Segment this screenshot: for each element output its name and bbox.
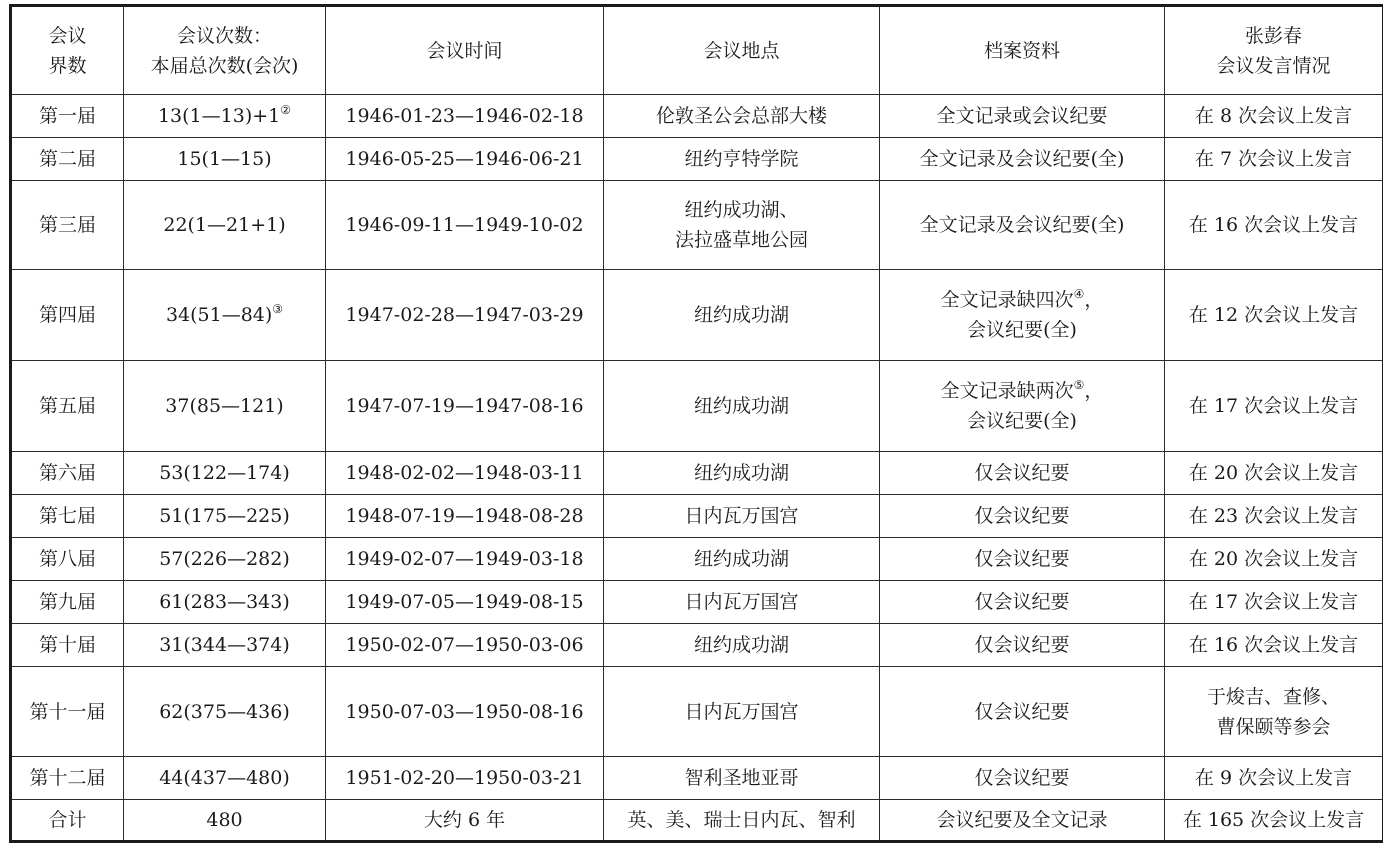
cell-speech [1165,667,1383,757]
cell-place [604,581,880,624]
cell-speech [1165,757,1383,800]
cell-time: 1951-02-20—1950-03-21 [326,757,604,800]
place-line: 日内瓦万国宫 [684,591,799,613]
table-row [11,538,1383,581]
speech-line: 于焌吉、查修、 [1206,685,1340,708]
cell-speech [1165,95,1383,138]
cell-session: 第九届 [11,581,124,624]
meetings-table [9,4,1383,843]
cell-count [124,95,326,138]
archive-line [884,697,1160,727]
cell-session: 合计 [11,800,124,842]
speech-line: 在 17 次会议上发言 [1188,591,1359,613]
cell-time: 1946-09-11—1949-10-02 [326,181,604,270]
header-count-line2: 本届总次数(会次) [150,54,299,77]
cell-speech [1165,181,1383,270]
cell-session: 第六届 [11,452,124,495]
cell-place [604,181,880,270]
header-count-line1: 会议次数： [176,24,272,47]
cell-archive [880,667,1165,757]
archive-text: 会议纪要(全) [967,410,1077,432]
cell-time: 1950-02-07—1950-03-06 [326,624,604,667]
footnote-marker: ⑤ [1073,378,1085,392]
cell-count [124,667,326,757]
archive-line [884,285,1160,315]
cell-time: 1948-02-02—1948-03-11 [326,452,604,495]
cell-session: 第十一届 [11,667,124,757]
count-text: 480 [206,809,243,831]
cell-archive [880,757,1165,800]
header-session-line2: 界数 [48,54,87,77]
cell-place [604,495,880,538]
archive-line [884,501,1160,531]
cell-time: 1946-01-23—1946-02-18 [326,95,604,138]
cell-count [124,624,326,667]
archive-line [884,805,1160,835]
cell-speech [1165,138,1383,181]
archive-text: 全文记录缺四次 [940,289,1074,311]
cell-count [124,538,326,581]
archive-text: 全文记录或会议纪要 [936,105,1108,127]
cell-time: 1948-07-19—1948-08-28 [326,495,604,538]
count-text: 31(344—374) [159,634,290,656]
place-line: 纽约亨特学院 [684,148,799,170]
header-archive: 档案资料 [880,6,1165,95]
place-line: 英、美、瑞士日内瓦、智利 [627,809,856,831]
cell-time: 1949-07-05—1949-08-15 [326,581,604,624]
cell-archive [880,95,1165,138]
footnote-marker: ② [280,103,292,117]
place-line: 纽约成功湖 [693,548,789,570]
cell-place [604,361,880,452]
footnote-marker: ④ [1073,287,1085,301]
comma: ， [1084,289,1104,311]
count-text: 53(122—174) [159,462,290,484]
cell-place [604,452,880,495]
cell-session: 第十二届 [11,757,124,800]
table-row [11,361,1383,452]
cell-session: 第四届 [11,270,124,361]
cell-time: 1949-02-07—1949-03-18 [326,538,604,581]
cell-speech [1165,361,1383,452]
cell-archive [880,138,1165,181]
cell-speech [1165,495,1383,538]
archive-line [884,587,1160,617]
table-row [11,757,1383,800]
archive-text: 仅会议纪要 [974,700,1070,723]
cell-time: 1950-07-03—1950-08-16 [326,667,604,757]
speech-line: 曹保颐等参会 [1216,715,1331,738]
speech-line: 在 20 次会议上发言 [1188,548,1359,570]
cell-place [604,538,880,581]
cell-place [604,624,880,667]
archive-text: 仅会议纪要 [974,591,1070,613]
archive-text: 仅会议纪要 [974,767,1070,789]
speech-line: 在 8 次会议上发言 [1194,105,1353,127]
cell-speech [1165,452,1383,495]
cell-place [604,757,880,800]
cell-count [124,800,326,842]
cell-archive [880,495,1165,538]
table-row [11,581,1383,624]
cell-count [124,452,326,495]
cell-session: 第五届 [11,361,124,452]
archive-line [884,544,1160,574]
cell-session: 第七届 [11,495,124,538]
cell-count [124,270,326,361]
header-speech-line1: 张彭春 [1244,24,1302,47]
header-place: 会议地点 [604,6,880,95]
header-session-line1: 会议 [48,24,87,47]
cell-count [124,361,326,452]
count-text: 37(85—121) [165,395,284,417]
table-row [11,667,1383,757]
speech-line: 在 7 次会议上发言 [1194,148,1353,170]
archive-text: 仅会议纪要 [974,634,1070,656]
cell-session: 第二届 [11,138,124,181]
speech-line: 在 17 次会议上发言 [1188,395,1359,417]
table-body [11,95,1383,842]
speech-line: 在 12 次会议上发言 [1188,304,1359,326]
place-line: 法拉盛草地公园 [674,229,808,251]
cell-place [604,95,880,138]
cell-archive [880,581,1165,624]
table-header-row [11,6,1383,95]
place-line: 纽约成功湖 [693,462,789,484]
table-row [11,495,1383,538]
speech-line: 在 165 次会议上发言 [1182,809,1365,831]
cell-place [604,667,880,757]
speech-line: 在 23 次会议上发言 [1188,505,1359,527]
table-row [11,181,1383,270]
archive-text: 会议纪要(全) [967,319,1077,341]
speech-line: 在 16 次会议上发言 [1188,634,1359,656]
count-text: 61(283—343) [159,591,290,613]
place-line: 智利圣地亚哥 [684,767,799,789]
count-text: 34(51—84) [165,304,273,326]
place-line: 伦敦圣公会总部大楼 [655,105,827,127]
archive-line [884,210,1160,240]
archive-line [884,101,1160,131]
archive-line [884,315,1160,345]
table-row [11,138,1383,181]
place-line: 纽约成功湖 [693,395,789,417]
count-text: 13(1—13)+1 [157,105,281,127]
archive-text: 全文记录及会议纪要(全) [919,214,1125,236]
table-row [11,452,1383,495]
cell-count [124,757,326,800]
speech-line: 在 20 次会议上发言 [1188,462,1359,484]
place-line: 纽约成功湖 [693,634,789,656]
archive-text: 仅会议纪要 [974,548,1070,570]
archive-line [884,630,1160,660]
cell-session: 第三届 [11,181,124,270]
table-row [11,270,1383,361]
cell-count [124,495,326,538]
cell-count [124,581,326,624]
table-row [11,95,1383,138]
archive-text: 全文记录及会议纪要(全) [919,148,1125,170]
cell-time: 1947-02-28—1947-03-29 [326,270,604,361]
cell-time: 大约 6 年 [326,800,604,842]
archive-line [884,406,1160,436]
archive-line [884,376,1160,406]
count-text: 57(226—282) [159,548,290,570]
archive-line [884,144,1160,174]
speech-line: 在 9 次会议上发言 [1194,767,1353,789]
cell-speech [1165,624,1383,667]
count-text: 44(437—480) [159,767,290,789]
archive-line [884,763,1160,793]
cell-archive [880,452,1165,495]
cell-speech [1165,270,1383,361]
count-text: 51(175—225) [159,505,290,527]
cell-place [604,138,880,181]
header-speech [1165,6,1383,95]
place-line: 日内瓦万国宫 [684,700,799,723]
cell-place [604,800,880,842]
cell-speech [1165,538,1383,581]
header-time: 会议时间 [326,6,604,95]
comma: ， [1084,380,1104,402]
place-line: 日内瓦万国宫 [684,505,799,527]
table-row [11,624,1383,667]
count-text: 22(1—21+1) [163,214,286,236]
count-text: 15(1—15) [177,148,272,170]
archive-text: 会议纪要及全文记录 [936,809,1108,831]
cell-session: 第一届 [11,95,124,138]
cell-place [604,270,880,361]
cell-speech [1165,800,1383,842]
cell-speech [1165,581,1383,624]
header-count [124,6,326,95]
footnote-marker: ③ [272,302,284,316]
archive-text: 全文记录缺两次 [940,380,1074,402]
archive-text: 仅会议纪要 [974,462,1070,484]
header-session [11,6,124,95]
cell-time: 1946-05-25—1946-06-21 [326,138,604,181]
place-line: 纽约成功湖 [693,304,789,326]
cell-session: 第八届 [11,538,124,581]
cell-archive [880,270,1165,361]
cell-time: 1947-07-19—1947-08-16 [326,361,604,452]
cell-archive [880,538,1165,581]
cell-session: 第十届 [11,624,124,667]
archive-line [884,458,1160,488]
speech-line: 在 16 次会议上发言 [1188,214,1359,236]
cell-archive [880,624,1165,667]
cell-count [124,138,326,181]
header-speech-line2: 会议发言情况 [1216,54,1331,77]
archive-text: 仅会议纪要 [974,505,1070,527]
place-line: 纽约成功湖、 [684,199,799,221]
count-text: 62(375—436) [159,700,290,723]
cell-archive [880,800,1165,842]
cell-count [124,181,326,270]
cell-archive [880,361,1165,452]
table-row [11,800,1383,842]
cell-archive [880,181,1165,270]
